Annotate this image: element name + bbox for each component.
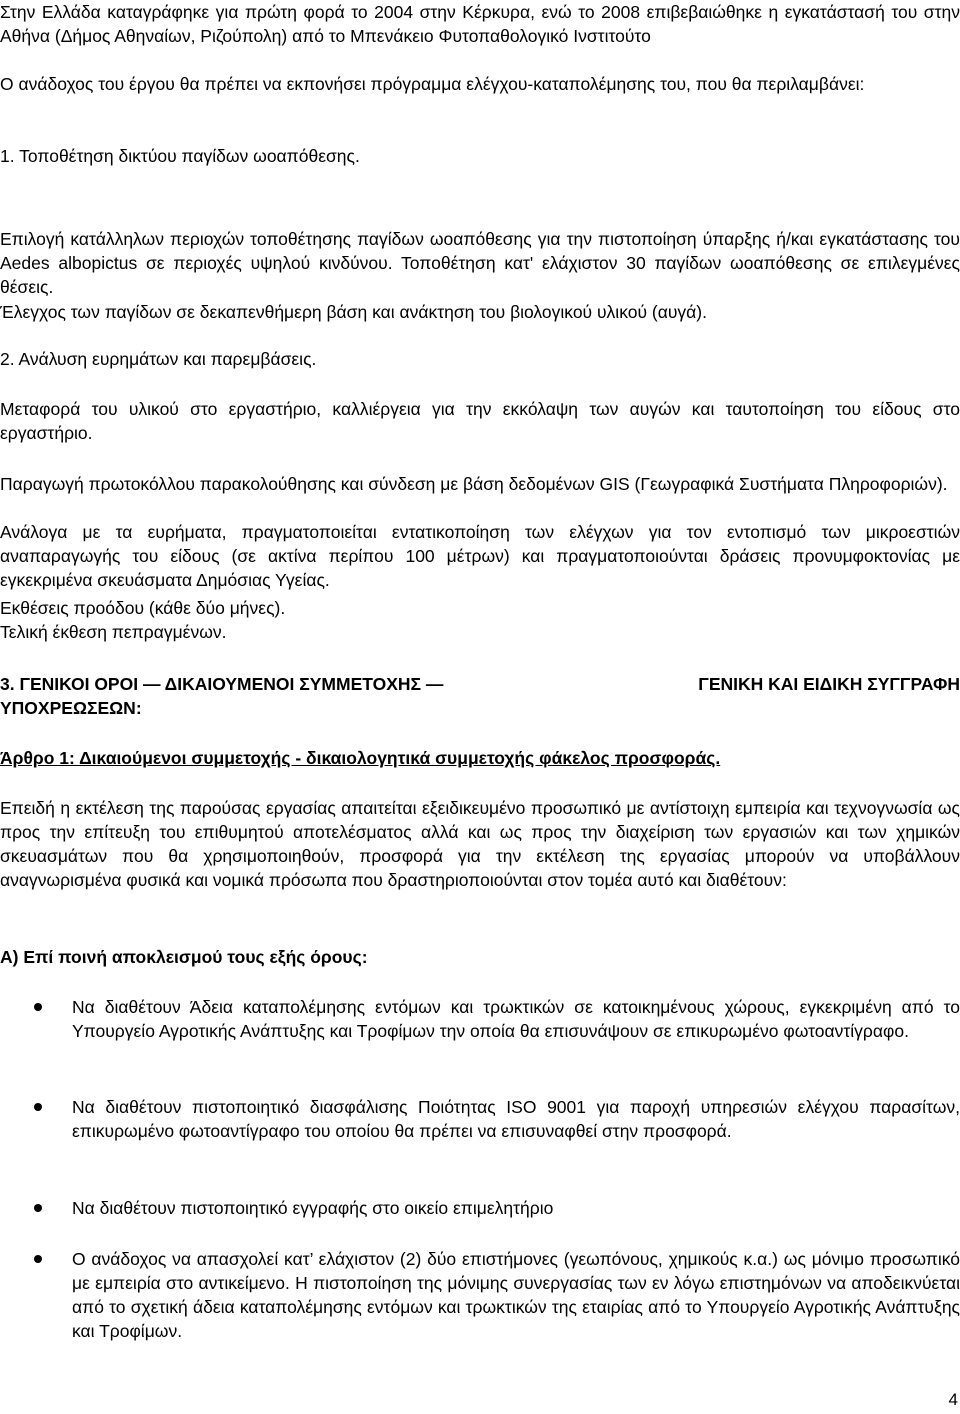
requirements-list bbox=[0, 1095, 960, 1143]
bullet-icon bbox=[34, 1255, 42, 1263]
list-item bbox=[0, 995, 960, 1043]
requirements-list bbox=[0, 995, 960, 1043]
article-1-heading: Άρθρο 1: Δικαιούμενοι συμμετοχής - δικαιολογητικά συμμετοχής φάκελος προσφοράς. bbox=[0, 748, 721, 768]
selection-paragraph: Επιλογή κατάλληλων περιοχών τοποθέτησης παγίδων ωοαπόθεσης για την πιστοποίηση ύπαρξης ή/και εγκατάστασης του Aedes albopictus σε περιοχές υψηλού κινδύνου. Τοποθέτηση κατ' ελάχιστον 30 παγίδων ωοαπόθεσης σε επιλεγμένες θέσεις. bbox=[0, 229, 960, 297]
list-item-text: Να διαθέτουν πιστοποιητικό εγγραφής στο οικείο επιμελητήριο bbox=[72, 1198, 554, 1218]
protocol-paragraph: Παραγωγή πρωτοκόλλου παρακολούθησης και σύνδεση με βάση δεδομένων GIS (Γεωγραφικά Συστήματα Πληροφοριών). bbox=[0, 474, 948, 494]
subheading-a: Α) Επί ποινή αποκλεισμού τους εξής όρους: bbox=[0, 947, 368, 967]
bullet-icon bbox=[34, 1103, 42, 1111]
list-item-2: 2. Ανάλυση ευρημάτων και παρεμβάσεις. bbox=[0, 349, 317, 369]
section-3-heading-line2: ΥΠΟΧΡΕΩΣΕΩΝ: bbox=[0, 698, 142, 718]
list-item-1: 1. Τοποθέτηση δικτύου παγίδων ωοαπόθεσης. bbox=[0, 146, 360, 166]
expertise-paragraph: Επειδή η εκτέλεση της παρούσας εργασίας απαιτείται εξειδικευμένο προσωπικό με αντίστοιχη εμπειρία και τεχνογνωσία ως προς την επίτευξη του επιθυμητού αποτελέσματος αλλά και ως προς την διαχείριση των εργασιών και των χημικών σκευασμάτων που θα χρησιμοποιηθούν, προσφορά για την εκτέλεση της εργασίας μπορούν να υποβάλλουν αναγνωρισμένα φυσικά και νομικά πρόσωπα που δραστηριοποιούνται στον τομέα αυτό και διαθέτουν: bbox=[0, 798, 960, 890]
section-3-heading-right: ΓΕΝΙΚΗ ΚΑΙ ΕΙΔΙΚΗ ΣΥΓΓΡΑΦΗ bbox=[698, 674, 960, 694]
progress-reports-paragraph: Εκθέσεις προόδου (κάθε δύο μήνες). bbox=[0, 598, 286, 618]
page-number: 4 bbox=[948, 1390, 958, 1409]
transport-paragraph: Μεταφορά του υλικού στο εργαστήριο, καλλιέργεια για την εκκόλαψη των αυγών και ταυτοποίηση του είδους στο εργαστήριο. bbox=[0, 399, 960, 443]
requirements-list bbox=[0, 1196, 960, 1220]
list-item bbox=[0, 1196, 960, 1220]
list-item-text: Να διαθέτουν πιστοποιητικό διασφάλισης Ποιότητας ISO 9001 για παροχή υπηρεσιών ελέγχου παρασίτων, επικυρωμένο φωτοαντίγραφο του οποίου θα πρέπει να επισυναφθεί στην προσφορά. bbox=[72, 1097, 960, 1141]
final-report-paragraph: Τελική έκθεση πεπραγμένων. bbox=[0, 622, 227, 642]
trap-check-paragraph: Έλεγχος των παγίδων σε δεκαπενθήμερη βάση και ανάκτηση του βιολογικού υλικού (αυγά). bbox=[0, 302, 707, 322]
bullet-icon bbox=[34, 1204, 42, 1212]
section-3-heading bbox=[0, 672, 960, 720]
list-item bbox=[0, 1247, 960, 1343]
intro-paragraph: Στην Ελλάδα καταγράφηκε για πρώτη φορά το 2004 στην Κέρκυρα, ενώ το 2008 επιβεβαιώθηκε η εγκατάστασή του στην Αθήνα (Δήμος Αθηναίων, Ριζούπολη) από το Μπενάκειο Φυτοπαθολογικό Ινστιτούτο bbox=[0, 2, 960, 46]
findings-paragraph: Ανάλογα με τα ευρήματα, πραγματοποιείται εντατικοποίηση των ελέγχων για τον εντοπισμό των μικροεστιών αναπαραγωγής του είδους (σε ακτίνα περίπου 100 μέτρων) και πραγματοποιούνται δράσεις προνυμφοκτονίας με εγκεκριμένα σκευάσματα Δημόσιας Υγείας. bbox=[0, 522, 960, 590]
list-item bbox=[0, 1095, 960, 1143]
bullet-icon bbox=[34, 1003, 42, 1011]
requirements-list bbox=[0, 1247, 960, 1343]
list-item-text: Ο ανάδοχος να απασχολεί κατ’ ελάχιστον (2) δύο επιστήμονες (γεωπόνους, χημικούς κ.α.) ως μόνιμο προσωπικό με εμπειρία στο αντικείμενο. Η πιστοποίηση της μόνιμης συνεργασίας των εν λόγω επιστημόνων να αποδεικνύεται από το σχετική άδεια καταπολέμησης εντόμων και τρωκτικών της εταιρίας από το Υπουργείο Αγροτικής Ανάπτυξης και Τροφίμων. bbox=[72, 1249, 960, 1341]
list-item-text: Να διαθέτουν Άδεια καταπολέμησης εντόμων και τρωκτικών σε κατοικημένους χώρους, εγκεκριμένη από το Υπουργείο Αγροτικής Ανάπτυξης και Τροφίμων την οποία θα επισυνάψουν σε επικυρωμένο φωτοαντίγραφο. bbox=[72, 997, 960, 1041]
contractor-paragraph: Ο ανάδοχος του έργου θα πρέπει να εκπονήσει πρόγραμμα ελέγχου-καταπολέμησης του, που θα περιλαμβάνει: bbox=[0, 74, 865, 94]
section-3-heading-left: 3. ΓΕΝΙΚΟΙ ΟΡΟΙ — ΔΙΚΑΙΟΥΜΕΝΟΙ ΣΥΜΜΕΤΟΧΗΣ — bbox=[0, 674, 444, 694]
